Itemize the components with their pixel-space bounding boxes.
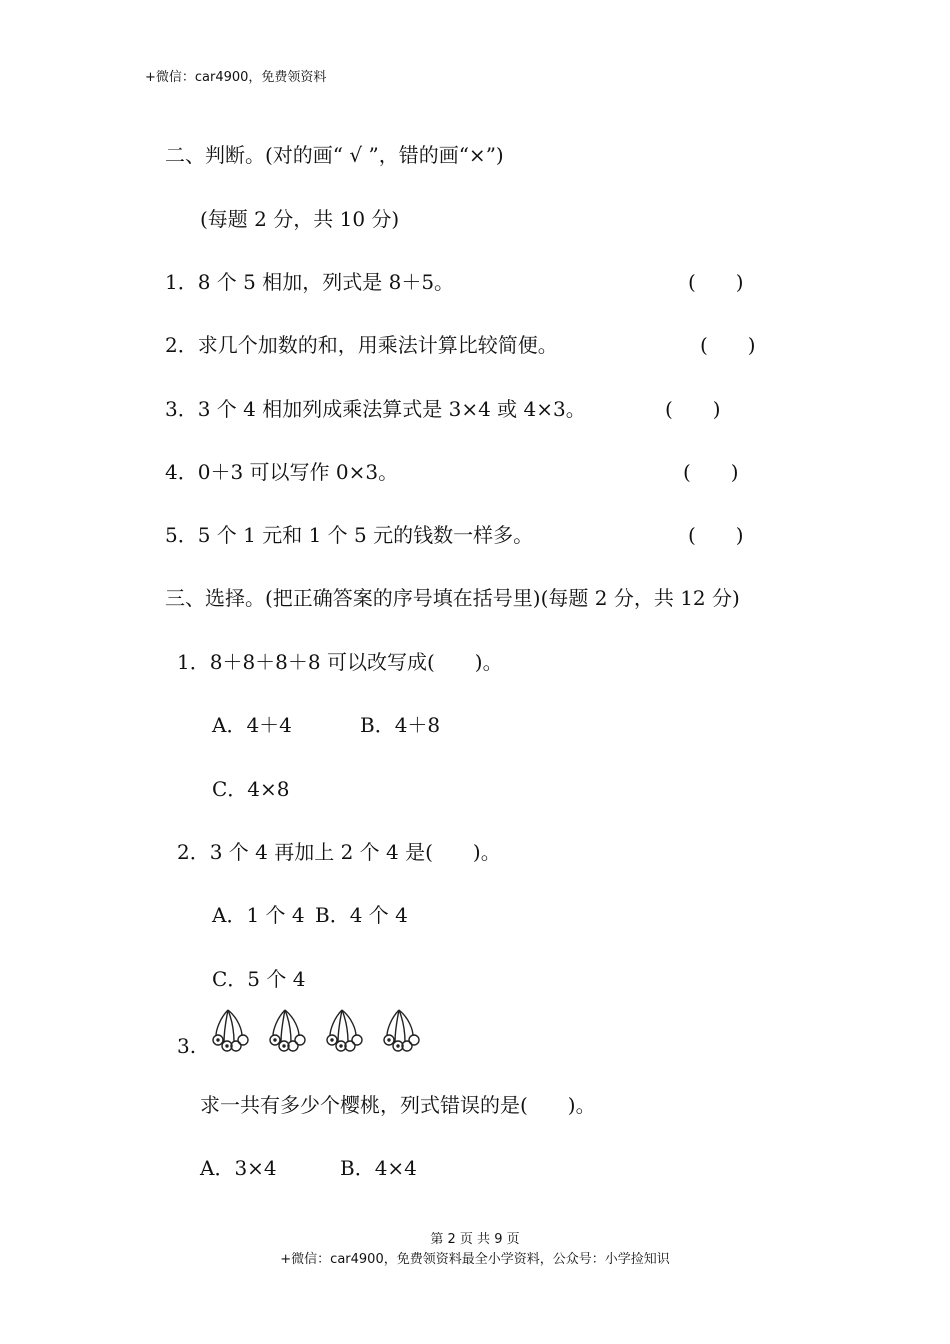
q1-stem: 1．8＋8＋8＋8 可以改写成( )。	[177, 650, 503, 674]
judge-answer-2[interactable]: ( )	[700, 333, 756, 357]
q1-option-c[interactable]: C．4×8	[212, 777, 290, 801]
judge-item-3: 3．3 个 4 相加列成乘法算式是 3×4 或 4×3。	[165, 397, 586, 421]
page-number: 第 2 页 共 9 页	[430, 1232, 520, 1247]
judge-item-4: 4．0＋3 可以写作 0×3。	[165, 460, 399, 484]
q2-option-b[interactable]: B．4 个 4	[315, 903, 408, 927]
q2-option-c[interactable]: C．5 个 4	[212, 967, 306, 991]
section2-title: 二、判断。(对的画“ √ ”，错的画“×”)	[165, 143, 504, 167]
q3-stem: 求一共有多少个樱桃，列式错误的是( )。	[200, 1093, 596, 1117]
cherry-bunch	[213, 1010, 248, 1051]
cherry-bunch	[270, 1010, 305, 1051]
section2-score: (每题 2 分，共 10 分)	[200, 207, 400, 231]
q3-option-a[interactable]: A．3×4	[200, 1156, 277, 1180]
judge-item-1: 1．8 个 5 相加，列式是 8＋5。	[165, 270, 455, 294]
q2-option-a[interactable]: A．1 个 4	[212, 903, 305, 927]
footer-watermark: +微信：car4900，免费领资料最全小学资料，公众号：小学捡知识	[280, 1252, 670, 1267]
header-watermark: +微信：car4900，免费领资料	[145, 70, 327, 85]
q3-number: 3.	[177, 1034, 197, 1058]
cherry-bunch	[327, 1010, 362, 1051]
q2-stem: 2．3 个 4 再加上 2 个 4 是( )。	[177, 840, 501, 864]
judge-answer-1[interactable]: ( )	[688, 270, 744, 294]
q1-option-a[interactable]: A．4＋4	[212, 713, 292, 737]
cherries-icon	[210, 1008, 430, 1056]
judge-answer-4[interactable]: ( )	[683, 460, 739, 484]
judge-item-5: 5．5 个 1 元和 1 个 5 元的钱数一样多。	[165, 523, 534, 547]
judge-answer-3[interactable]: ( )	[665, 397, 721, 421]
q3-option-b[interactable]: B．4×4	[340, 1156, 417, 1180]
cherry-bunch	[384, 1010, 419, 1051]
judge-item-2: 2．求几个加数的和，用乘法计算比较简便。	[165, 333, 558, 357]
section3-title: 三、选择。(把正确答案的序号填在括号里)(每题 2 分，共 12 分)	[165, 586, 740, 610]
judge-answer-5[interactable]: ( )	[688, 523, 744, 547]
q1-option-b[interactable]: B．4＋8	[360, 713, 441, 737]
